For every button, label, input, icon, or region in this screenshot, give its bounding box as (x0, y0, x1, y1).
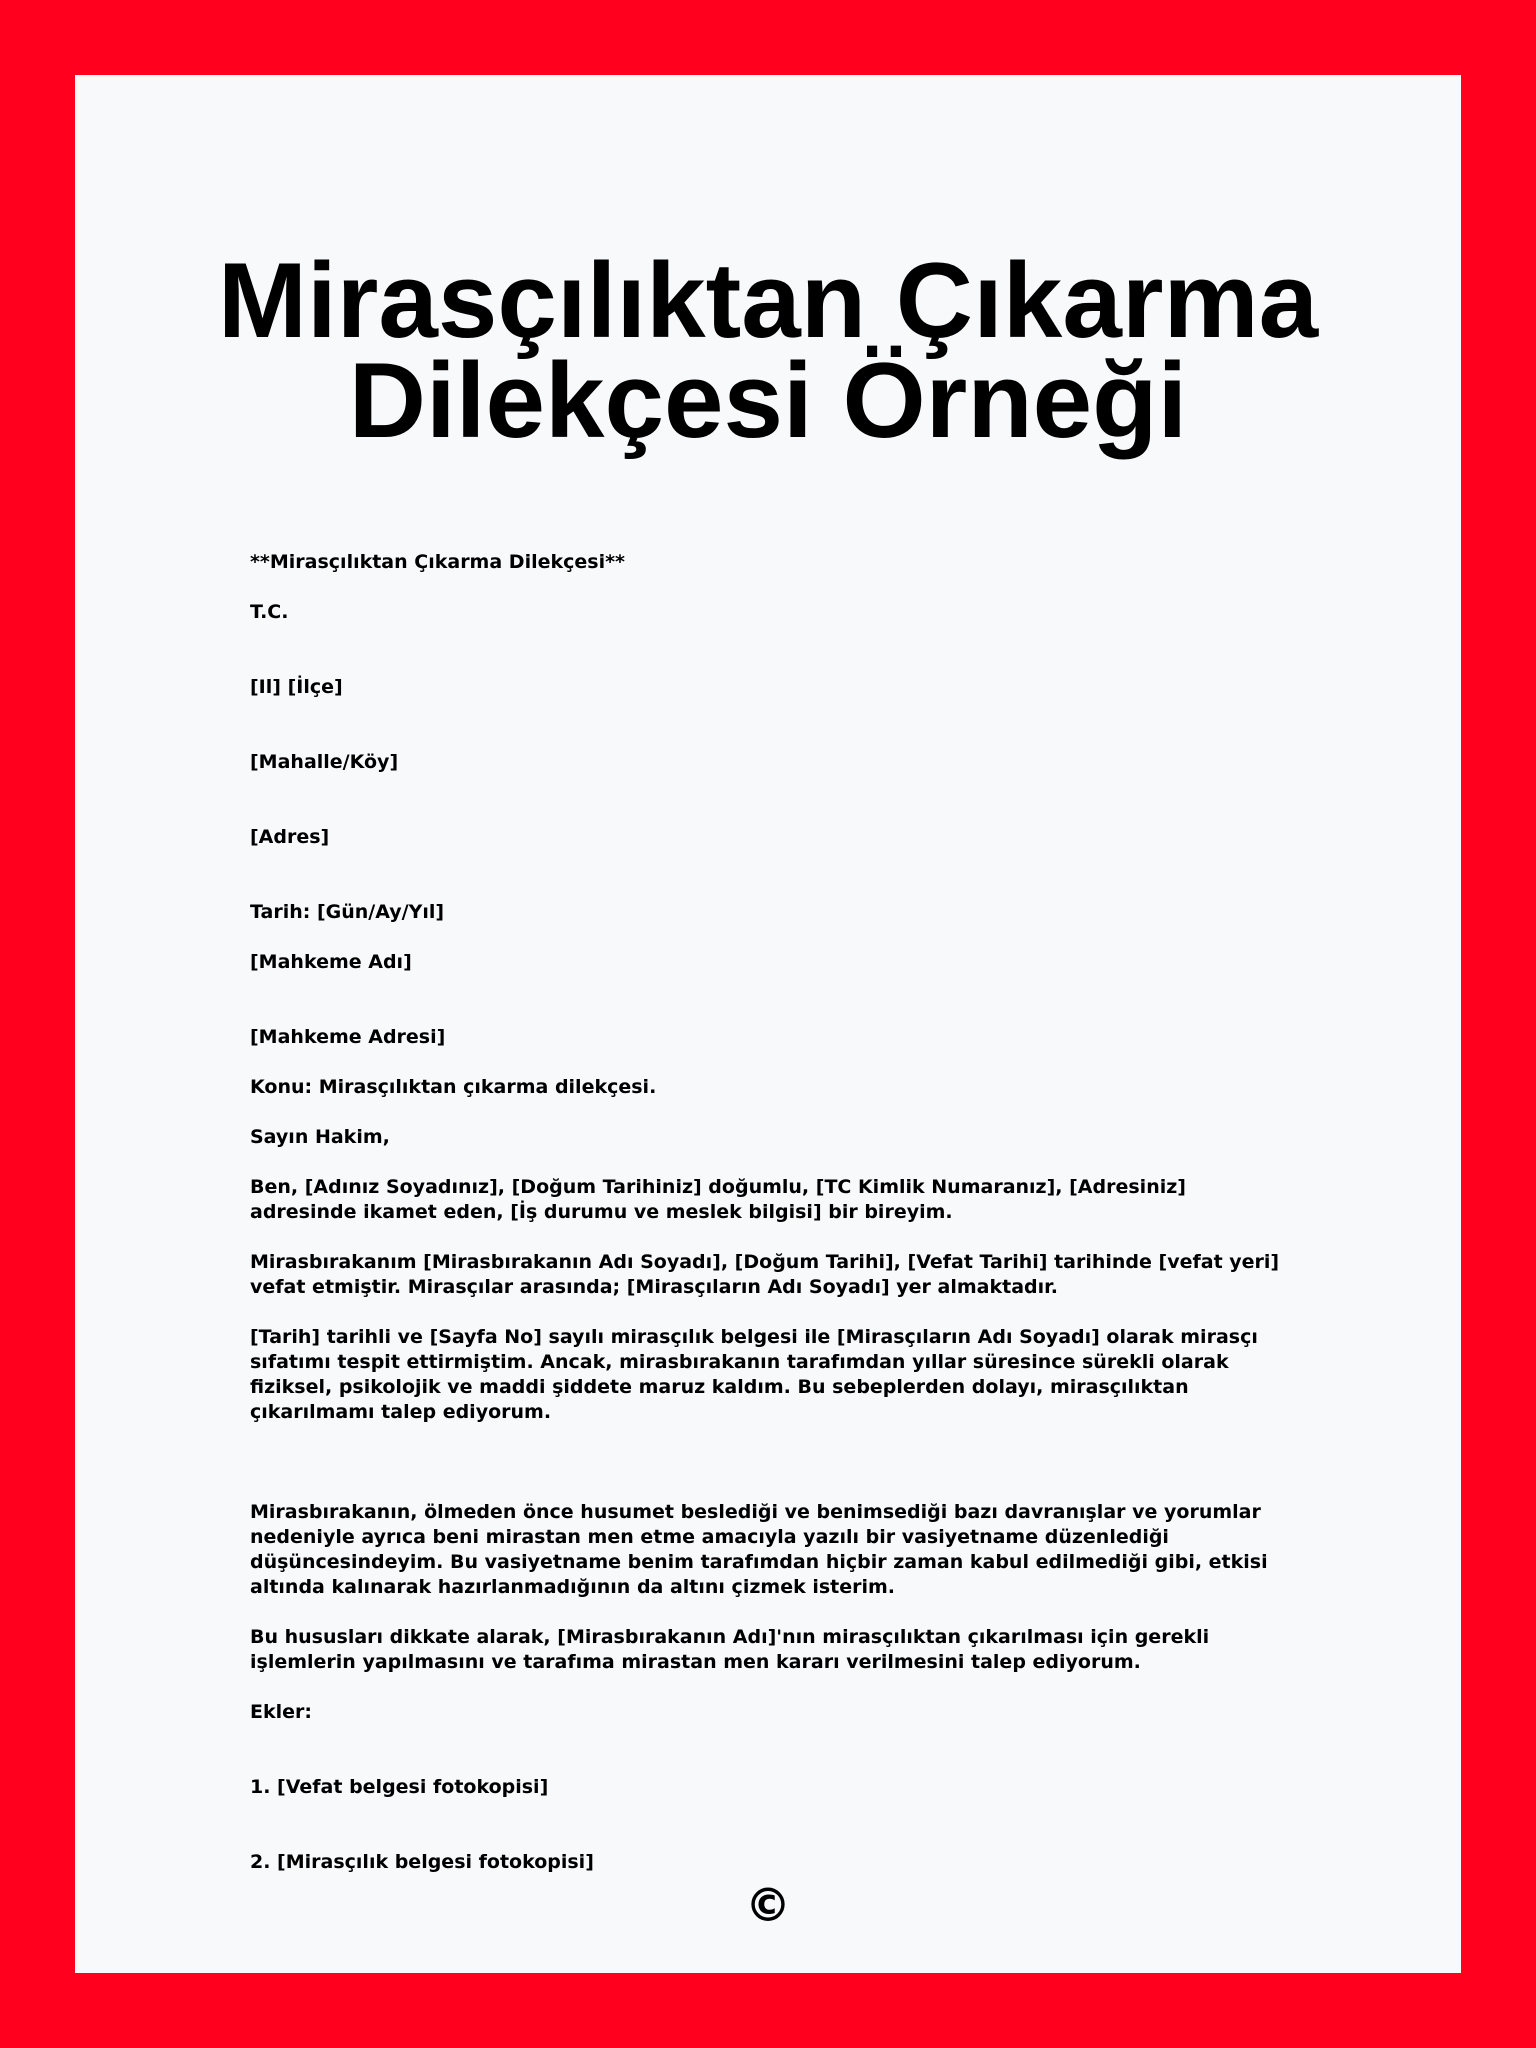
paragraph-5: Bu hususları dikkate alarak, [Mirasbırakanın Adı]'nın mirasçılıktan çıkarılması için gerekli işlemlerin yapılmasını ve tarafıma mirastan men kararı verilmesini talep ediyorum. (250, 1626, 1210, 1673)
il-ilce-field: [Il] [İlçe] (250, 676, 343, 698)
attachment-1: 1. [Vefat belgesi fotokopisi] (250, 1776, 549, 1798)
salutation: Sayın Hakim, (250, 1126, 390, 1148)
tc-label: T.C. (250, 601, 289, 623)
tarih-field: Tarih: [Gün/Ay/Yıl] (250, 901, 445, 923)
adres-field: [Adres] (250, 826, 330, 848)
paragraph-1: Ben, [Adınız Soyadınız], [Doğum Tarihiniz] doğumlu, [TC Kimlik Numaranız], [Adresiniz] adresinde ikamet eden, [İş durumu ve meslek bilgisi] bir bireyim. (250, 1176, 1186, 1223)
document-title (75, 240, 1461, 460)
petition-heading: **Mirasçılıktan Çıkarma Dilekçesi** (250, 551, 625, 573)
ekler-label: Ekler: (250, 1701, 312, 1723)
copyright-icon: © (745, 1878, 791, 1932)
paragraph-3: [Tarih] tarihli ve [Sayfa No] sayılı mirasçılık belgesi ile [Mirasçıların Adı Soyadı] olarak mirasçı sıfatımı tespit ettirmiştim. Ancak, mirasbırakanın tarafımdan yıllar süresince sürekli olarak fiziksel, psikolojik ve maddi şiddete maruz kaldım. Bu sebeplerden dolayı, mirasçılıktan çıkarılmamı talep ediyorum. (250, 1326, 1258, 1423)
paragraph-2: Mirasbırakanım [Mirasbırakanın Adı Soyadı], [Doğum Tarihi], [Vefat Tarihi] tarihinde [vefat yeri] vefat etmiştir. Mirasçılar arasında; [Mirasçıların Adı Soyadı] yer almaktadır. (250, 1251, 1280, 1298)
mahkeme-adi-field: [Mahkeme Adı] (250, 951, 412, 973)
attachment-2: 2. [Mirasçılık belgesi fotokopisi] (250, 1851, 594, 1873)
document-title-line-1: Mirasçılıktan Çıkarma (217, 240, 1319, 360)
document-title-line-2: Dilekçesi Örneği (348, 340, 1188, 460)
konu-line: Konu: Mirasçılıktan çıkarma dilekçesi. (250, 1076, 657, 1098)
document-page (75, 75, 1461, 1973)
mahalle-field: [Mahalle/Köy] (250, 751, 399, 773)
paragraph-4: Mirasbırakanın, ölmeden önce husumet beslediği ve benimsediği bazı davranışlar ve yorumlar nedeniyle ayrıca beni mirastan men etme amacıyla yazılı bir vasiyetname düzenlediği düşüncesindeyim. Bu vasiyetname benim tarafımdan hiçbir zaman kabul edilmediği gibi, etkisi altında kalınarak hazırlanmadığının da altını çizmek isterim. (250, 1501, 1268, 1598)
mahkeme-adresi-field: [Mahkeme Adresi] (250, 1026, 446, 1048)
